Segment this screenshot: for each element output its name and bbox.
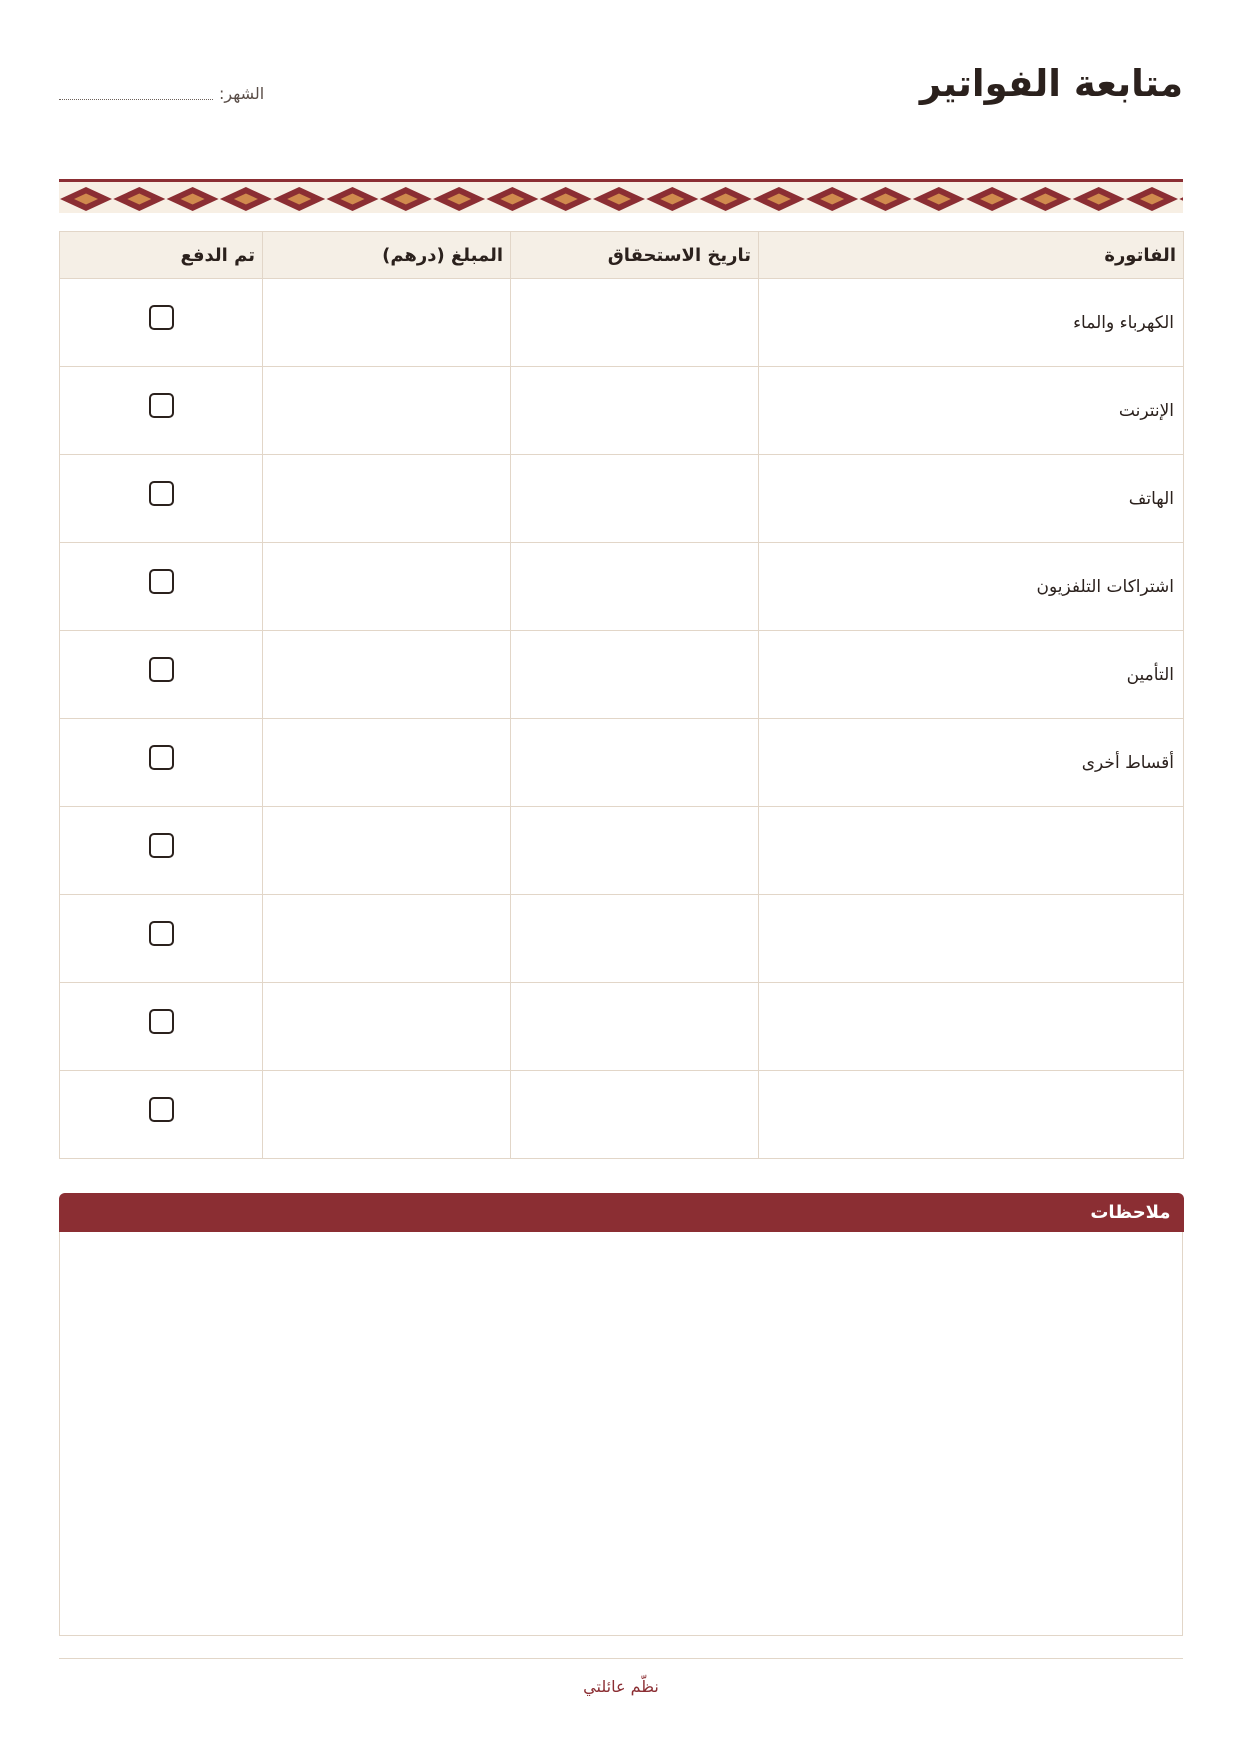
table-row <box>60 719 1184 807</box>
month-field[interactable] <box>59 84 264 103</box>
due-date-cell[interactable] <box>511 807 759 895</box>
paid-checkbox[interactable] <box>149 393 174 418</box>
due-date-cell[interactable] <box>511 367 759 455</box>
paid-checkbox[interactable] <box>149 1097 174 1122</box>
amount-cell[interactable] <box>263 719 511 807</box>
table-row <box>60 455 1184 543</box>
table-row <box>60 631 1184 719</box>
table-row <box>60 807 1184 895</box>
bill-tracker-page <box>59 0 1183 1754</box>
bill-name-cell[interactable]: اشتراكات التلفزيون <box>759 543 1184 631</box>
notes-area[interactable] <box>60 1232 1182 1632</box>
due-date-cell[interactable] <box>511 455 759 543</box>
bill-name-cell[interactable] <box>759 895 1184 983</box>
bill-name-cell[interactable]: أقساط أخرى <box>759 719 1184 807</box>
band-top-line <box>59 179 1183 182</box>
paid-cell <box>60 279 263 367</box>
notes-title: ملاحظات <box>59 1193 1184 1232</box>
bill-name-cell[interactable]: التأمين <box>759 631 1184 719</box>
due-date-cell[interactable] <box>511 983 759 1071</box>
amount-cell[interactable] <box>263 807 511 895</box>
paid-cell <box>60 983 263 1071</box>
decorative-band <box>59 179 1183 213</box>
due-date-cell[interactable] <box>511 279 759 367</box>
column-header-bill: الفاتورة <box>759 232 1184 279</box>
due-date-cell[interactable] <box>511 719 759 807</box>
table-row <box>60 1071 1184 1159</box>
footer-brand: نظّم عائلتي <box>583 1677 659 1696</box>
paid-checkbox[interactable] <box>149 1009 174 1034</box>
paid-cell <box>60 719 263 807</box>
bill-name-cell[interactable] <box>759 1071 1184 1159</box>
table-row <box>60 895 1184 983</box>
diamond-pattern <box>59 179 1183 213</box>
paid-cell <box>60 631 263 719</box>
amount-cell[interactable] <box>263 895 511 983</box>
paid-cell <box>60 455 263 543</box>
paid-cell <box>60 807 263 895</box>
due-date-cell[interactable] <box>511 895 759 983</box>
page-title: متابعة الفواتير <box>919 62 1183 105</box>
bill-name-cell[interactable] <box>759 983 1184 1071</box>
amount-cell[interactable] <box>263 455 511 543</box>
bill-name-cell[interactable]: الكهرباء والماء <box>759 279 1184 367</box>
paid-checkbox[interactable] <box>149 569 174 594</box>
bills-table-body <box>60 279 1184 1159</box>
paid-checkbox[interactable] <box>149 657 174 682</box>
paid-checkbox[interactable] <box>149 921 174 946</box>
amount-cell[interactable] <box>263 631 511 719</box>
amount-cell[interactable] <box>263 279 511 367</box>
paid-checkbox[interactable] <box>149 481 174 506</box>
due-date-cell[interactable] <box>511 543 759 631</box>
amount-cell[interactable] <box>263 983 511 1071</box>
amount-cell[interactable] <box>263 1071 511 1159</box>
column-header-amount: المبلغ (درهم) <box>263 232 511 279</box>
month-label: الشهر: <box>219 84 265 103</box>
paid-checkbox[interactable] <box>149 745 174 770</box>
table-row <box>60 983 1184 1071</box>
table-header-row <box>60 232 1184 279</box>
paid-checkbox[interactable] <box>149 833 174 858</box>
due-date-cell[interactable] <box>511 1071 759 1159</box>
table-row <box>60 543 1184 631</box>
paid-cell <box>60 543 263 631</box>
column-header-due-date: تاريخ الاستحقاق <box>511 232 759 279</box>
month-input-line[interactable] <box>59 98 213 100</box>
paid-cell <box>60 895 263 983</box>
bill-name-cell[interactable]: الهاتف <box>759 455 1184 543</box>
bill-name-cell[interactable] <box>759 807 1184 895</box>
notes-section <box>59 1193 1183 1636</box>
due-date-cell[interactable] <box>511 631 759 719</box>
table-row <box>60 367 1184 455</box>
table-row <box>60 279 1184 367</box>
amount-cell[interactable] <box>263 543 511 631</box>
paid-checkbox[interactable] <box>149 305 174 330</box>
paid-cell <box>60 367 263 455</box>
bill-name-cell[interactable]: الإنترنت <box>759 367 1184 455</box>
bills-table <box>59 231 1184 1159</box>
paid-cell <box>60 1071 263 1159</box>
footer-divider <box>59 1658 1183 1659</box>
column-header-paid: تم الدفع <box>60 232 263 279</box>
amount-cell[interactable] <box>263 367 511 455</box>
